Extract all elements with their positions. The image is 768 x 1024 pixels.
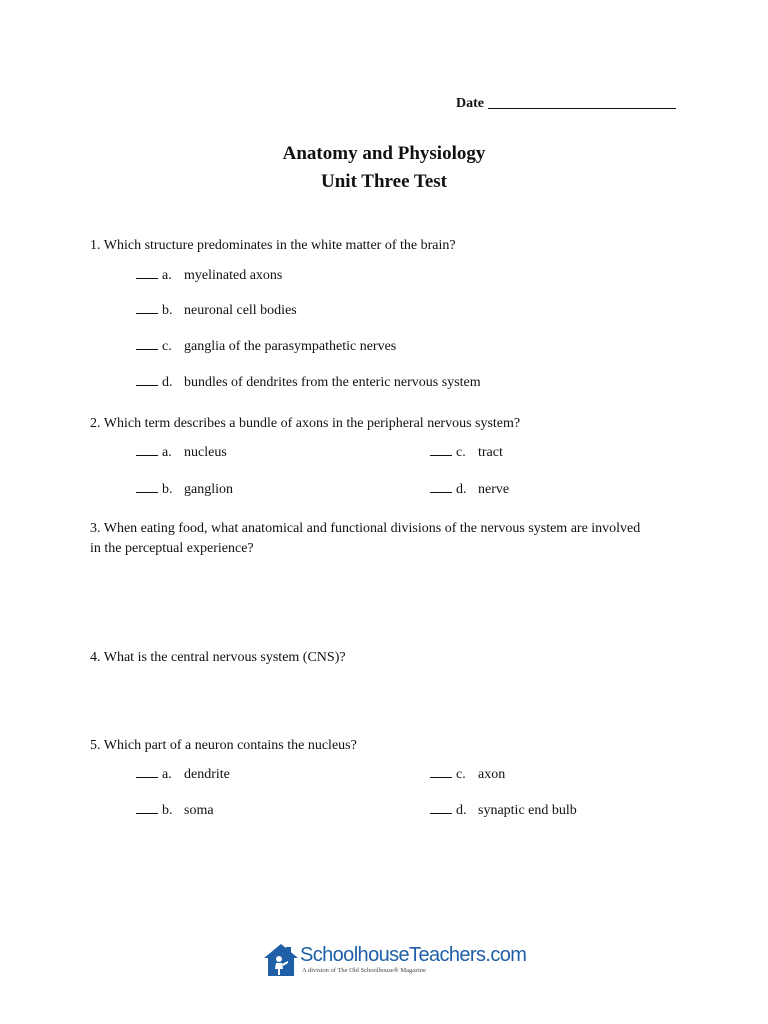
q1-option-b[interactable] [136,301,297,320]
q2-option-d[interactable] [430,480,509,499]
schoolhouse-logo [262,938,527,984]
schoolhouse-logo-icon [262,942,300,978]
option-text: neuronal cell bodies [184,303,297,318]
q1-option-d[interactable] [136,373,481,392]
option-letter: d. [162,375,173,390]
logo-name: SchoolhouseTeachers.com [300,944,527,966]
answer-blank[interactable] [136,337,158,350]
date-field [456,92,676,112]
q2-option-b[interactable] [136,480,233,499]
page-title: Anatomy and Physiology [282,143,486,164]
option-text: dendrite [184,767,230,782]
option-letter: b. [162,803,173,818]
date-label: Date [456,96,484,111]
q1-option-a[interactable] [136,266,282,285]
option-letter: d. [456,803,467,818]
q5-option-a[interactable] [136,765,230,784]
answer-blank[interactable] [136,373,158,386]
option-letter: c. [456,767,466,782]
option-text: ganglia of the parasympathetic nerves [184,339,397,354]
question-4: 4. What is the central nervous system (CNS)? [90,650,346,665]
q2-option-a[interactable] [136,443,227,462]
q5-option-c[interactable] [430,765,505,784]
option-letter: d. [456,482,467,497]
question-3: 3. When eating food, what anatomical and functional divisions of the nervous system are involved in the perceptual experience? [90,521,641,556]
logo-tagline: A division of The Old Schoolhouse® Magazine [302,967,426,974]
option-letter: b. [162,482,173,497]
answer-blank[interactable] [136,765,158,778]
date-blank[interactable] [488,94,676,109]
option-text: nerve [478,482,510,497]
answer-blank[interactable] [430,801,452,814]
answer-blank[interactable] [136,480,158,493]
option-letter: b. [162,303,173,318]
option-letter: a. [162,767,172,782]
option-text: ganglion [184,482,233,497]
option-letter: c. [456,445,466,460]
option-letter: a. [162,268,172,283]
option-letter: a. [162,445,172,460]
question-2: 2. Which term describes a bundle of axons in the peripheral nervous system? [90,416,521,431]
answer-blank[interactable] [136,801,158,814]
option-text: axon [478,767,506,782]
option-letter: c. [162,339,172,354]
question-5: 5. Which part of a neuron contains the nucleus? [90,738,357,753]
answer-blank[interactable] [430,480,452,493]
option-text: synaptic end bulb [478,803,577,818]
answer-blank[interactable] [136,301,158,314]
answer-blank[interactable] [430,443,452,456]
q5-option-b[interactable] [136,801,214,820]
q2-option-c[interactable] [430,443,503,462]
question-1: 1. Which structure predominates in the white matter of the brain? [90,238,456,253]
option-text: tract [478,445,503,460]
page-subtitle: Unit Three Test [321,171,447,192]
answer-blank[interactable] [136,443,158,456]
answer-blank[interactable] [430,765,452,778]
answer-blank[interactable] [136,266,158,279]
q5-option-d[interactable] [430,801,577,820]
option-text: bundles of dendrites from the enteric nervous system [184,375,481,390]
option-text: soma [184,803,214,818]
option-text: myelinated axons [184,268,283,283]
q1-option-c[interactable] [136,337,396,356]
option-text: nucleus [184,445,227,460]
